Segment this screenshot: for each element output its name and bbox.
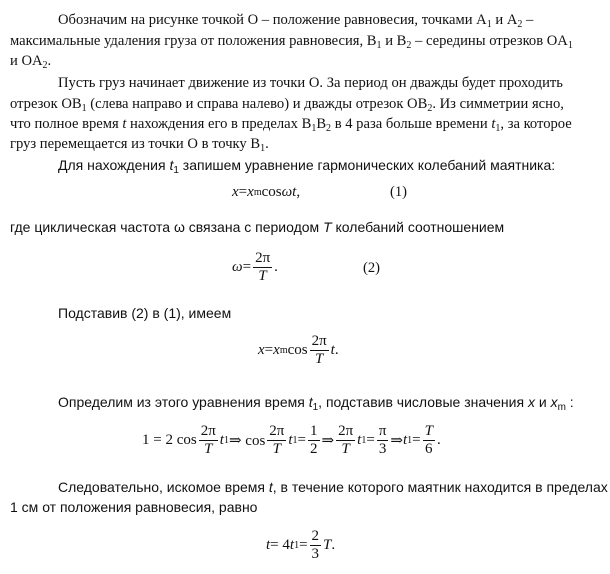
equation-5: t = 4 t 1 = $\frac{2}{3}$ T . <box>266 528 336 562</box>
para3: Для нахождения $t_1$ запишем уравнение гармонических колебаний маятника: <box>58 157 556 176</box>
eq4-fraction-1: $\frac{2\pi}{T}$ <box>200 423 216 457</box>
para7-line1: Следовательно, искомое время t, в течение которого маятник находится в пределах <box>58 479 608 495</box>
para2-line1: Пусть груз начинает движение из точки O. За период он дважды будет проходить <box>58 75 563 91</box>
eq2-fraction: $\frac{2\pi}{T}$ <box>255 250 271 284</box>
para4: где циклическая частота ω связана с периодом T колебаний соотношением <box>10 219 505 235</box>
para6: Определим из этого уравнения время $t_1$, подставив числовые значения x и $x_m$ : <box>58 394 574 413</box>
eq5-fraction: $\frac{2}{3}$ <box>311 528 320 562</box>
equation-4: 1 = 2 cos $\frac{2\pi}{T}$ t 1 ⇒ cos $\frac{2\pi}{T}$ t 1 = $\frac{1}{2}$ ⇒ $\frac{2\pi}{T}$ t 1 = $\frac{\pi}{3}$ ⇒ t 1 = $\frac{T}{6}$ . <box>142 423 441 457</box>
para2-line4: груз перемещается из точки O в точку $B_1$. <box>10 136 269 154</box>
para7-line2: 1 см от положения равновесия, равно <box>10 499 258 515</box>
eq4-fraction-2: $\frac{2\pi}{T}$ <box>269 423 285 457</box>
eq4-fraction-3: $\frac{1}{2}$ <box>310 423 318 457</box>
eq4-fraction-4: $\frac{2\pi}{T}$ <box>338 423 354 457</box>
eq4-fraction-5: $\frac{\pi}{3}$ <box>378 423 387 457</box>
equation-1-number: (1) <box>390 184 408 200</box>
eq4-fraction-6: $\frac{T}{6}$ <box>424 423 433 457</box>
para1-line2: максимальные удаления груза от положения равновесия, $B_1$ и $B_2$ – середины отрезков $OA_1$ <box>10 33 573 51</box>
eq3-fraction: $\frac{2\pi}{T}$ <box>311 333 327 367</box>
para2-line2: отрезок $OB_1$ (слева направо и справа налево) и дважды отрезок $OB_2$. Из симметрии ясно, <box>10 96 564 114</box>
equation-3: x = x m cos $\frac{2\pi}{T}$ t . <box>258 333 339 367</box>
para1-line3: и $OA_2$. <box>10 53 52 71</box>
equation-2-number: (2) <box>363 260 381 276</box>
para2-line3: что полное время t нахождения его в пределах $B_1B_2$ в 4 раза больше времени $t_1$, за которое <box>10 116 572 134</box>
equation-2: ω = $\frac{2\pi}{T}$ . <box>232 250 278 284</box>
para1-line1: Обозначим на рисунке точкой O – положение равновесия, точками $A_1$ и $A_2$ – <box>58 12 534 30</box>
para5: Подставив (2) в (1), имеем <box>58 305 232 321</box>
equation-1: x = x m cos ωt , <box>232 184 301 200</box>
